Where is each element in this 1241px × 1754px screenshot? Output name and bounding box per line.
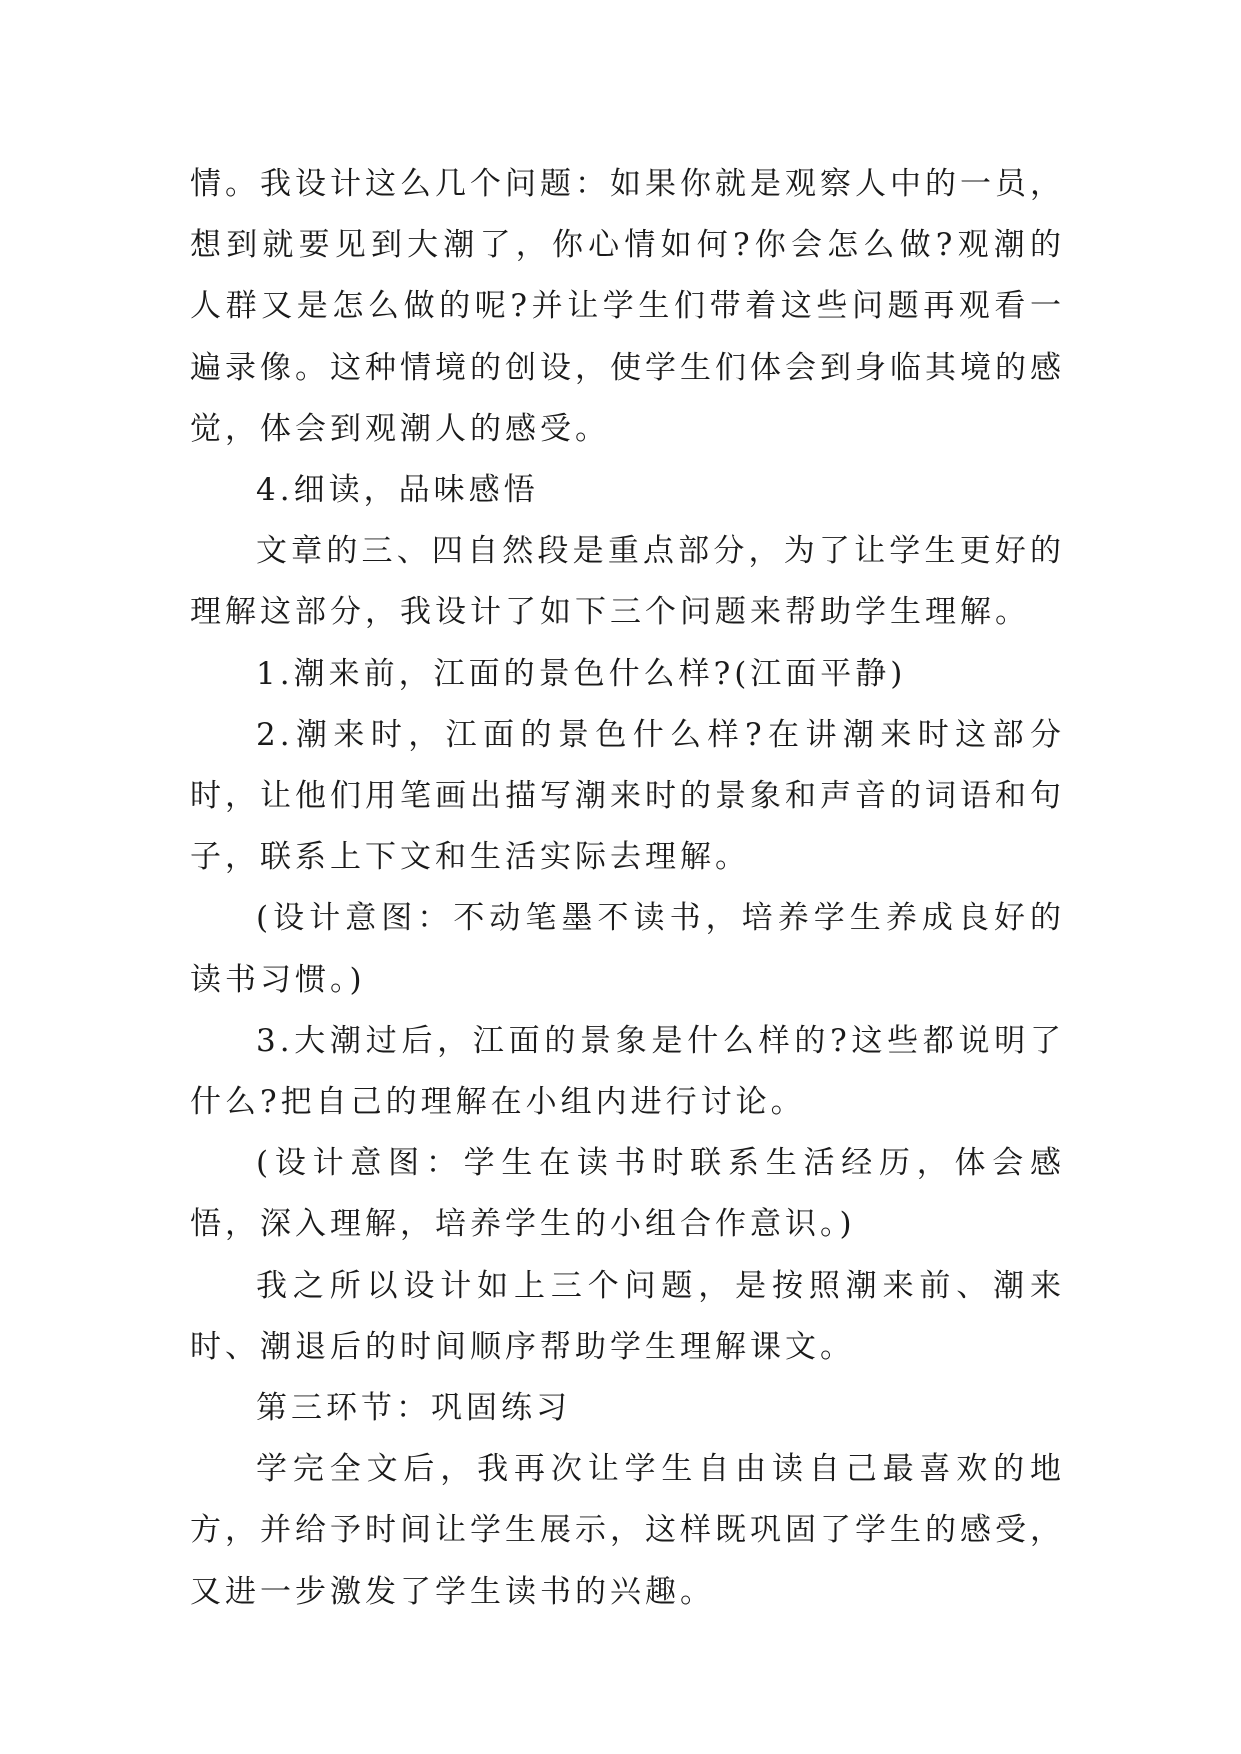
paragraph-question-1: 1.潮来前，江面的景色什么样?(江面平静) [256,655,907,692]
paragraph-key-sections: 文章的三、四自然段是重点部分，为了让学生更好的理解这部分，我设计了如下三个问题来帮助学生理解。 [190,533,1065,631]
paragraph-heading-consolidation: 第三环节：巩固练习 [256,1390,571,1427]
paragraph-continued-intro: 情。我设计这么几个问题：如果你就是观察人中的一员，想到就要见到大潮了，你心情如何?你会怎么做?观潮的人群又是怎么做的呢?并让学生们带着这些问题再观看一遍录像。这种情境的创设，使学生们体会到身临其境的感觉，体会到观潮人的感受。 [190,166,1065,447]
paragraph-design-intent-2: (设计意图：学生在读书时联系生活经历，体会感悟，深入理解，培养学生的小组合作意识。) [190,1145,1065,1243]
paragraph-question-3: 3.大潮过后，江面的景象是什么样的?这些都说明了什么?把自己的理解在小组内进行讨论。 [190,1022,1065,1121]
paragraph-heading-close-reading: 4.细读，品味感悟 [256,472,539,509]
paragraph-question-2: 2.潮来时，江面的景色什么样?在讲潮来时这部分时，让他们用笔画出描写潮来时的景象和声音的词语和句子，联系上下文和生活实际去理解。 [190,716,1065,876]
paragraph-reasoning: 我之所以设计如上三个问题，是按照潮来前、潮来时、潮退后的时间顺序帮助学生理解课文。 [190,1267,1065,1365]
paragraph-conclusion: 学完全文后，我再次让学生自由读自己最喜欢的地方，并给予时间让学生展示，这样既巩固了学生的感受，又进一步激发了学生读书的兴趣。 [190,1451,1065,1610]
paragraph-design-intent-1: (设计意图：不动笔墨不读书，培养学生养成良好的读书习惯。) [190,900,1065,998]
document-body [190,154,1065,1623]
